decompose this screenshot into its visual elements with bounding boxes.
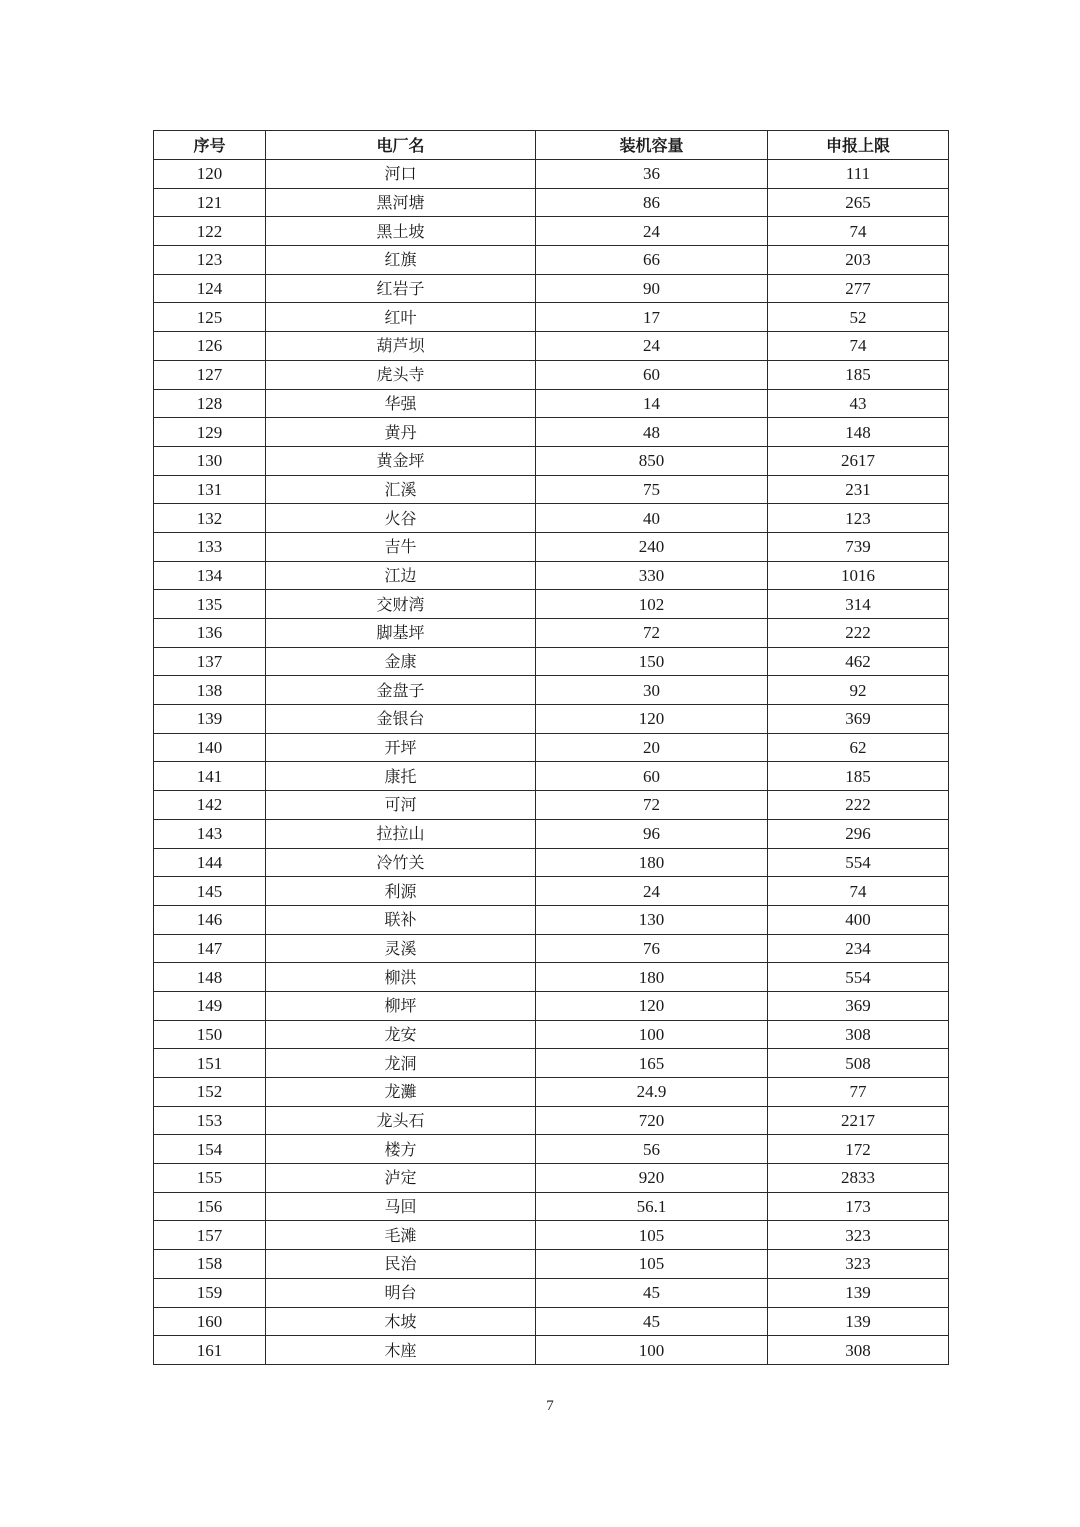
table-row (154, 1049, 949, 1078)
cell-serial-number: 154 (154, 1135, 266, 1164)
table-row (154, 188, 949, 217)
table-row (154, 819, 949, 848)
table-row (154, 1020, 949, 1049)
cell-declared-upper-limit: 123 (768, 504, 949, 533)
table-row (154, 647, 949, 676)
cell-serial-number: 123 (154, 246, 266, 275)
header-declared-upper-limit: 申报上限 (768, 131, 949, 160)
cell-declared-upper-limit: 148 (768, 418, 949, 447)
cell-plant-name: 龙洞 (266, 1049, 536, 1078)
table-row (154, 1164, 949, 1193)
cell-serial-number: 125 (154, 303, 266, 332)
cell-declared-upper-limit: 265 (768, 188, 949, 217)
cell-declared-upper-limit: 2617 (768, 446, 949, 475)
table-row (154, 905, 949, 934)
cell-plant-name: 灵溪 (266, 934, 536, 963)
cell-installed-capacity: 72 (536, 791, 768, 820)
cell-serial-number: 124 (154, 274, 266, 303)
table-row (154, 160, 949, 189)
cell-installed-capacity: 24 (536, 217, 768, 246)
cell-installed-capacity: 120 (536, 991, 768, 1020)
cell-installed-capacity: 96 (536, 819, 768, 848)
cell-serial-number: 129 (154, 418, 266, 447)
cell-installed-capacity: 120 (536, 705, 768, 734)
cell-installed-capacity: 14 (536, 389, 768, 418)
cell-declared-upper-limit: 62 (768, 733, 949, 762)
cell-serial-number: 127 (154, 360, 266, 389)
cell-plant-name: 拉拉山 (266, 819, 536, 848)
cell-plant-name: 红旗 (266, 246, 536, 275)
cell-declared-upper-limit: 185 (768, 762, 949, 791)
cell-plant-name: 龙安 (266, 1020, 536, 1049)
table-row (154, 532, 949, 561)
table-row (154, 1336, 949, 1365)
cell-plant-name: 康托 (266, 762, 536, 791)
cell-plant-name: 脚基坪 (266, 619, 536, 648)
table-row (154, 1278, 949, 1307)
cell-declared-upper-limit: 172 (768, 1135, 949, 1164)
cell-installed-capacity: 20 (536, 733, 768, 762)
cell-installed-capacity: 48 (536, 418, 768, 447)
cell-serial-number: 139 (154, 705, 266, 734)
cell-installed-capacity: 45 (536, 1307, 768, 1336)
cell-serial-number: 120 (154, 160, 266, 189)
power-plant-table (153, 130, 949, 1365)
table-row (154, 561, 949, 590)
cell-declared-upper-limit: 185 (768, 360, 949, 389)
cell-plant-name: 黑河塘 (266, 188, 536, 217)
cell-declared-upper-limit: 369 (768, 991, 949, 1020)
cell-installed-capacity: 180 (536, 848, 768, 877)
cell-installed-capacity: 180 (536, 963, 768, 992)
table-row (154, 360, 949, 389)
table-row (154, 590, 949, 619)
cell-plant-name: 葫芦坝 (266, 332, 536, 361)
cell-installed-capacity: 102 (536, 590, 768, 619)
cell-serial-number: 140 (154, 733, 266, 762)
cell-installed-capacity: 24.9 (536, 1078, 768, 1107)
table-row (154, 504, 949, 533)
table-row (154, 217, 949, 246)
cell-installed-capacity: 60 (536, 360, 768, 389)
cell-declared-upper-limit: 277 (768, 274, 949, 303)
cell-declared-upper-limit: 139 (768, 1278, 949, 1307)
cell-plant-name: 木座 (266, 1336, 536, 1365)
cell-plant-name: 楼方 (266, 1135, 536, 1164)
cell-serial-number: 149 (154, 991, 266, 1020)
cell-installed-capacity: 30 (536, 676, 768, 705)
table-row (154, 1106, 949, 1135)
cell-plant-name: 汇溪 (266, 475, 536, 504)
cell-installed-capacity: 105 (536, 1221, 768, 1250)
cell-serial-number: 150 (154, 1020, 266, 1049)
cell-serial-number: 158 (154, 1250, 266, 1279)
table-row (154, 274, 949, 303)
cell-installed-capacity: 24 (536, 332, 768, 361)
cell-plant-name: 虎头寺 (266, 360, 536, 389)
cell-declared-upper-limit: 2833 (768, 1164, 949, 1193)
table-row (154, 303, 949, 332)
cell-serial-number: 151 (154, 1049, 266, 1078)
cell-serial-number: 145 (154, 877, 266, 906)
table-row (154, 676, 949, 705)
cell-declared-upper-limit: 74 (768, 877, 949, 906)
table-row (154, 705, 949, 734)
cell-declared-upper-limit: 52 (768, 303, 949, 332)
cell-declared-upper-limit: 296 (768, 819, 949, 848)
table-header-row (154, 131, 949, 160)
cell-declared-upper-limit: 323 (768, 1250, 949, 1279)
table-row (154, 1135, 949, 1164)
cell-declared-upper-limit: 323 (768, 1221, 949, 1250)
cell-declared-upper-limit: 173 (768, 1192, 949, 1221)
cell-serial-number: 157 (154, 1221, 266, 1250)
page-number: 7 (546, 1398, 554, 1414)
cell-declared-upper-limit: 74 (768, 332, 949, 361)
cell-declared-upper-limit: 74 (768, 217, 949, 246)
table-row (154, 332, 949, 361)
table-row (154, 733, 949, 762)
table-row (154, 246, 949, 275)
cell-declared-upper-limit: 203 (768, 246, 949, 275)
header-plant-name: 电厂名 (266, 131, 536, 160)
cell-plant-name: 江边 (266, 561, 536, 590)
cell-declared-upper-limit: 92 (768, 676, 949, 705)
cell-declared-upper-limit: 111 (768, 160, 949, 189)
table-row (154, 991, 949, 1020)
cell-installed-capacity: 920 (536, 1164, 768, 1193)
cell-declared-upper-limit: 2217 (768, 1106, 949, 1135)
plant-table-container (153, 130, 948, 1365)
cell-serial-number: 131 (154, 475, 266, 504)
cell-plant-name: 龙头石 (266, 1106, 536, 1135)
cell-installed-capacity: 40 (536, 504, 768, 533)
cell-plant-name: 红叶 (266, 303, 536, 332)
cell-installed-capacity: 86 (536, 188, 768, 217)
cell-plant-name: 金盘子 (266, 676, 536, 705)
cell-declared-upper-limit: 77 (768, 1078, 949, 1107)
table-row (154, 389, 949, 418)
cell-serial-number: 144 (154, 848, 266, 877)
cell-declared-upper-limit: 554 (768, 848, 949, 877)
cell-declared-upper-limit: 234 (768, 934, 949, 963)
cell-plant-name: 吉牛 (266, 532, 536, 561)
table-row (154, 1192, 949, 1221)
cell-serial-number: 146 (154, 905, 266, 934)
cell-plant-name: 金康 (266, 647, 536, 676)
table-row (154, 1078, 949, 1107)
cell-declared-upper-limit: 308 (768, 1336, 949, 1365)
cell-serial-number: 152 (154, 1078, 266, 1107)
cell-plant-name: 河口 (266, 160, 536, 189)
cell-declared-upper-limit: 462 (768, 647, 949, 676)
cell-plant-name: 龙灘 (266, 1078, 536, 1107)
cell-plant-name: 毛滩 (266, 1221, 536, 1250)
cell-plant-name: 利源 (266, 877, 536, 906)
cell-plant-name: 木坡 (266, 1307, 536, 1336)
cell-installed-capacity: 56 (536, 1135, 768, 1164)
cell-plant-name: 黄金坪 (266, 446, 536, 475)
table-row (154, 619, 949, 648)
cell-serial-number: 122 (154, 217, 266, 246)
cell-installed-capacity: 90 (536, 274, 768, 303)
table-row (154, 1307, 949, 1336)
cell-declared-upper-limit: 508 (768, 1049, 949, 1078)
cell-declared-upper-limit: 739 (768, 532, 949, 561)
cell-installed-capacity: 24 (536, 877, 768, 906)
table-body (154, 160, 949, 1365)
cell-serial-number: 126 (154, 332, 266, 361)
cell-installed-capacity: 60 (536, 762, 768, 791)
header-installed-capacity: 装机容量 (536, 131, 768, 160)
cell-plant-name: 红岩子 (266, 274, 536, 303)
table-row (154, 1250, 949, 1279)
cell-plant-name: 马回 (266, 1192, 536, 1221)
cell-serial-number: 142 (154, 791, 266, 820)
cell-serial-number: 133 (154, 532, 266, 561)
cell-serial-number: 130 (154, 446, 266, 475)
cell-declared-upper-limit: 369 (768, 705, 949, 734)
cell-serial-number: 155 (154, 1164, 266, 1193)
cell-installed-capacity: 330 (536, 561, 768, 590)
table-row (154, 877, 949, 906)
cell-installed-capacity: 100 (536, 1336, 768, 1365)
cell-serial-number: 121 (154, 188, 266, 217)
cell-declared-upper-limit: 554 (768, 963, 949, 992)
cell-installed-capacity: 75 (536, 475, 768, 504)
cell-declared-upper-limit: 1016 (768, 561, 949, 590)
table-row (154, 418, 949, 447)
cell-serial-number: 128 (154, 389, 266, 418)
cell-plant-name: 联补 (266, 905, 536, 934)
table-row (154, 963, 949, 992)
table-row (154, 475, 949, 504)
cell-installed-capacity: 165 (536, 1049, 768, 1078)
cell-plant-name: 泸定 (266, 1164, 536, 1193)
cell-serial-number: 147 (154, 934, 266, 963)
cell-installed-capacity: 17 (536, 303, 768, 332)
cell-plant-name: 明台 (266, 1278, 536, 1307)
cell-plant-name: 可河 (266, 791, 536, 820)
cell-serial-number: 132 (154, 504, 266, 533)
cell-plant-name: 金银台 (266, 705, 536, 734)
cell-plant-name: 柳坪 (266, 991, 536, 1020)
table-row (154, 791, 949, 820)
cell-declared-upper-limit: 400 (768, 905, 949, 934)
cell-serial-number: 138 (154, 676, 266, 705)
cell-declared-upper-limit: 222 (768, 791, 949, 820)
cell-installed-capacity: 66 (536, 246, 768, 275)
table-row (154, 446, 949, 475)
cell-plant-name: 火谷 (266, 504, 536, 533)
cell-declared-upper-limit: 43 (768, 389, 949, 418)
header-serial-number: 序号 (154, 131, 266, 160)
cell-installed-capacity: 105 (536, 1250, 768, 1279)
cell-serial-number: 135 (154, 590, 266, 619)
cell-installed-capacity: 100 (536, 1020, 768, 1049)
cell-serial-number: 156 (154, 1192, 266, 1221)
cell-installed-capacity: 56.1 (536, 1192, 768, 1221)
cell-serial-number: 134 (154, 561, 266, 590)
cell-serial-number: 159 (154, 1278, 266, 1307)
cell-plant-name: 开坪 (266, 733, 536, 762)
cell-declared-upper-limit: 222 (768, 619, 949, 648)
cell-plant-name: 黑土坡 (266, 217, 536, 246)
cell-serial-number: 137 (154, 647, 266, 676)
cell-serial-number: 136 (154, 619, 266, 648)
cell-plant-name: 华强 (266, 389, 536, 418)
cell-serial-number: 161 (154, 1336, 266, 1365)
table-row (154, 848, 949, 877)
cell-declared-upper-limit: 231 (768, 475, 949, 504)
cell-serial-number: 153 (154, 1106, 266, 1135)
cell-installed-capacity: 36 (536, 160, 768, 189)
cell-installed-capacity: 720 (536, 1106, 768, 1135)
table-row (154, 1221, 949, 1250)
cell-plant-name: 黄丹 (266, 418, 536, 447)
cell-declared-upper-limit: 314 (768, 590, 949, 619)
table-row (154, 934, 949, 963)
cell-installed-capacity: 76 (536, 934, 768, 963)
cell-plant-name: 交财湾 (266, 590, 536, 619)
cell-serial-number: 160 (154, 1307, 266, 1336)
cell-installed-capacity: 150 (536, 647, 768, 676)
cell-plant-name: 柳洪 (266, 963, 536, 992)
cell-serial-number: 141 (154, 762, 266, 791)
cell-serial-number: 148 (154, 963, 266, 992)
cell-installed-capacity: 45 (536, 1278, 768, 1307)
cell-installed-capacity: 130 (536, 905, 768, 934)
cell-plant-name: 冷竹关 (266, 848, 536, 877)
cell-declared-upper-limit: 308 (768, 1020, 949, 1049)
cell-installed-capacity: 850 (536, 446, 768, 475)
cell-installed-capacity: 72 (536, 619, 768, 648)
cell-serial-number: 143 (154, 819, 266, 848)
cell-declared-upper-limit: 139 (768, 1307, 949, 1336)
table-row (154, 762, 949, 791)
cell-plant-name: 民治 (266, 1250, 536, 1279)
cell-installed-capacity: 240 (536, 532, 768, 561)
